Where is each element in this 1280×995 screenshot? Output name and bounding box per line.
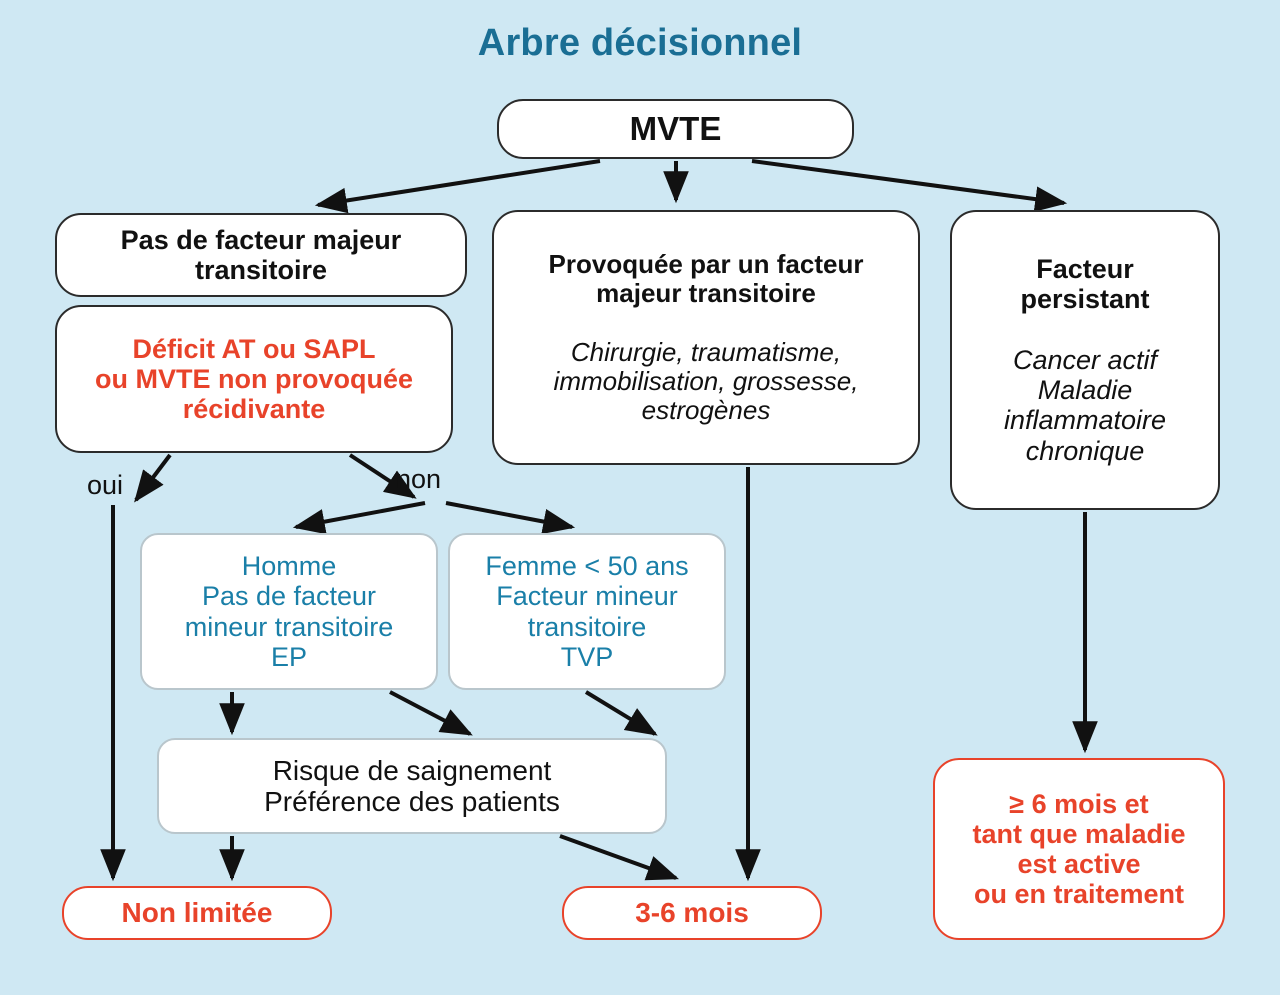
- spacer: [549, 308, 864, 337]
- node-homme-ep[interactable]: [140, 533, 438, 690]
- node-deficit-line1: Déficit AT ou SAPL: [132, 333, 376, 364]
- node-persistent-line6: chronique: [1025, 435, 1145, 466]
- node-femme-line3: transitoire: [527, 611, 647, 642]
- node-no-major-line1: Pas de facteur majeur: [120, 224, 402, 255]
- node-femme-line4: TVP: [560, 641, 614, 672]
- node-mvte-label: MVTE: [629, 109, 722, 147]
- node-deficit-line2: ou MVTE non provoquée: [95, 363, 413, 394]
- node-persistent-line1: Facteur: [1036, 254, 1134, 285]
- node-outcome-3-6-mois[interactable]: [562, 886, 822, 940]
- node-femme-tvp[interactable]: [448, 533, 726, 690]
- node-provoked-line1: Provoquée par un facteur: [548, 249, 864, 280]
- node-homme-line4: EP: [270, 641, 307, 672]
- node-deficit-at-sapl[interactable]: [55, 305, 453, 453]
- node-provoked-line5: estrogènes: [641, 394, 771, 425]
- node-non-limitee-label: Non limitée: [121, 897, 273, 929]
- node-no-major-line2: transitoire: [194, 255, 328, 285]
- node-6mois-line1: ≥ 6 mois et: [1009, 788, 1149, 819]
- node-femme-line2: Facteur mineur: [496, 581, 678, 612]
- node-risque-line2: Préférence des patients: [264, 786, 560, 817]
- node-no-major-transient-factor[interactable]: [55, 213, 467, 297]
- node-persistent-factor[interactable]: [950, 210, 1220, 510]
- node-6mois-line2: tant que maladie: [972, 818, 1186, 849]
- node-persistent-line2: persistant: [1020, 284, 1150, 315]
- node-homme-line1: Homme: [241, 551, 337, 582]
- node-homme-line2: Pas de facteur: [201, 581, 377, 612]
- node-bleeding-risk[interactable]: [157, 738, 667, 834]
- node-persistent-line3: Cancer actif: [1012, 344, 1158, 375]
- node-6mois-line3: est active: [1017, 849, 1141, 879]
- node-risque-line1: Risque de saignement: [272, 754, 552, 786]
- node-6mois-line4: ou en traitement: [973, 879, 1184, 910]
- node-homme-line3: mineur transitoire: [184, 611, 394, 642]
- edge-label-oui: oui: [87, 470, 124, 500]
- node-outcome-non-limitee[interactable]: [62, 886, 332, 940]
- node-mvte[interactable]: [497, 99, 854, 159]
- node-persistent-line4: Maladie: [1037, 375, 1133, 406]
- node-provoked-line4: immobilisation, grossesse,: [553, 365, 859, 396]
- page-title: Arbre décisionnel: [477, 22, 803, 64]
- node-3-6-label: 3-6 mois: [635, 897, 749, 929]
- node-femme-line1: Femme < 50 ans: [485, 551, 689, 582]
- node-deficit-line3: récidivante: [182, 394, 326, 425]
- node-persistent-line5: inflammatoire: [1003, 405, 1167, 436]
- spacer: [1004, 315, 1166, 345]
- node-provoked-line3: Chirurgie, traumatisme,: [570, 336, 842, 367]
- node-outcome-6-mois[interactable]: [933, 758, 1225, 940]
- edge-label-non: non: [396, 464, 442, 494]
- node-provoked-major-transient[interactable]: [492, 210, 920, 465]
- node-provoked-line2: majeur transitoire: [596, 278, 816, 309]
